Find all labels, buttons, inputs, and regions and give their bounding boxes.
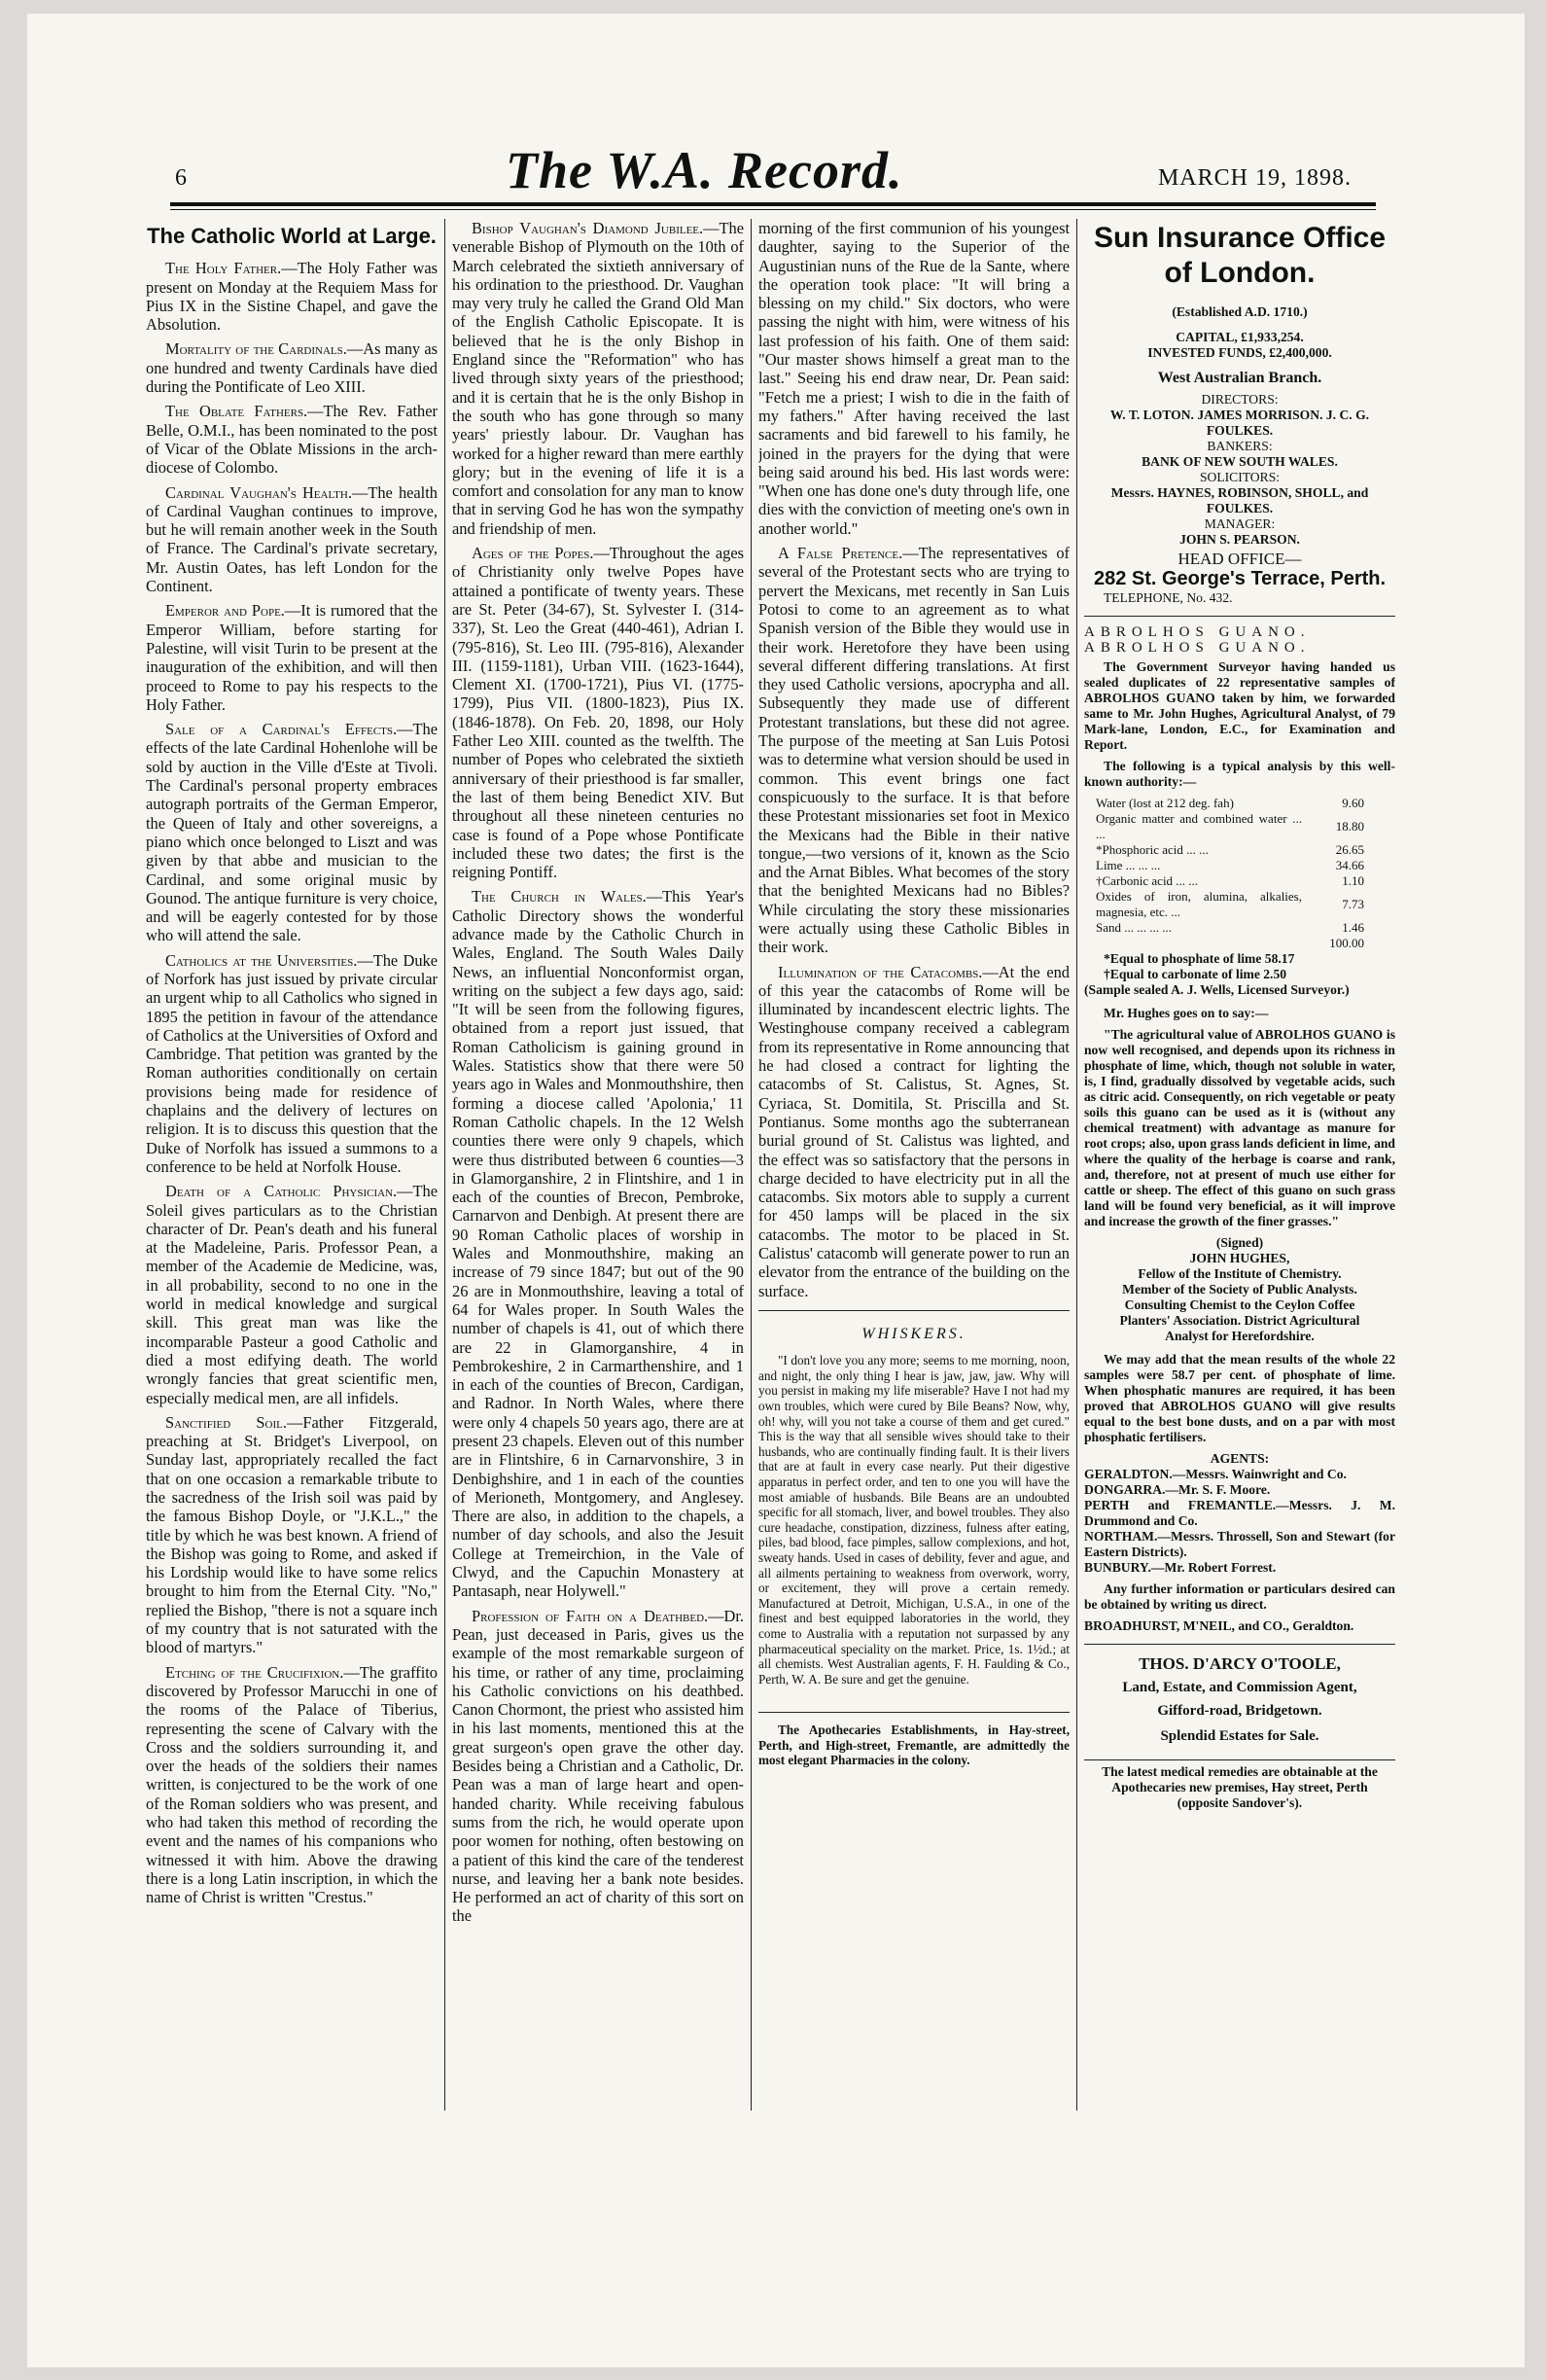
header-rule-thin xyxy=(170,209,1376,210)
article xyxy=(146,951,438,1177)
agent-entry: GERALDTON.—Messrs. Wainwright and Co. xyxy=(1084,1467,1347,1481)
otoole-line: Gifford-road, Bridgetown. xyxy=(1157,1703,1322,1719)
analysis-row xyxy=(1094,811,1366,842)
article-text: —The health of Cardinal Vaughan continues to improve, but he will remain another week in the South of France. The Cardinal's private secretary, Mr. Austin Oates, has left London for the Continent. xyxy=(146,482,438,596)
analysis-table xyxy=(1094,796,1366,951)
article-text: —This Year's Catholic Directory shows the wonderful advance made by the Catholic Church in Wales, England. The South Wales Daily News, an influential Nonconformist organ, writing on the subject a few days ago, said: "It will be seen from the following figures, obtained from a report just issued, that Roman Catholicism is gaining ground in Wales. Statistics show that there were 50 years ago in Wales and Monmouthshire, then forming a diocese called 'Apolonia,' 11 Roman Catholic chapels. In the 12 Welsh counties there were only 9 chapels, which were thus distributed between 6 counties—3 in Glamorganshire, 2 in Flintshire, and 1 in each of the counties of Brecon, Pembroke, Carnarvon and Denbigh. At present there are 90 Roman Catholic places of worship in Wales and Monmouthshire, making an increase of 79 since 1847; but out of the 90 26 are in Monmouthshire, leaving a total of 64 for Wales proper. In South Wales the number of chapels is 41, out of which there are 22 in Glamorganshire, 4 in Pembrokeshire, 2 in Carmarthenshire, and 1 in each of the counties of Brecon, Cardigan, and Radnor. In North Wales, where there were only 4 chapels 50 years ago, there are at present 23 chapels. Eleven out of this number are in Flintshire, 6 in Carnarvonshire, 3 in Denbighshire, and 1 in each of the counties of Merioneth, Montgomery, and Anglesey. There are also, in addition to the chapels, a number of day schools, and also the Jesuit College at Tremeirchion, in the Vale of Clwyd, and the Capuchin Monastery at Pantasaph, near Holywell." xyxy=(452,887,744,1601)
column-divider xyxy=(444,219,445,2111)
article-list xyxy=(758,544,1070,1300)
agent-entry: DONGARRA.—Mr. S. F. Moore. xyxy=(1084,1482,1271,1497)
established: (Established A.D. 1710.) xyxy=(1172,304,1308,319)
apothecaries-notice: The Apothecaries Establishments, in Hay-street, Perth, and High-street, Fremantle, are admittedly the most elegant Pharmacies in the colony. xyxy=(758,1723,1070,1768)
article xyxy=(146,483,438,596)
article-text: —At the end of this year the catacombs of Rome will be illuminated by incandescent electric lights. The Westinghouse company received a cablegram from its representative in Rome announcing that he had closed a contract for lighting the catacombs of St. Calistus, St. Agnes, St. Cyriaca, St. Domitila, St. Priscilla and St. Pontianus. Some months ago the subterranean burial ground of St. Calistus was lighted, and the effect was so satisfactory that the persons in charge decided to have electricity put in all the catacombs. Six motors able to supply a current for 450 lamps will be placed in the six catacombs. The motor to be placed in St. Calistus' catacomb will generate power to run an elevator from the entrance of the building on the surface. xyxy=(758,962,1070,1300)
article-heading: Profession of Faith on a Deathbed. xyxy=(472,1606,709,1625)
equal-phosphate: *Equal to phosphate of lime 58.17 xyxy=(1104,951,1295,966)
article-text: —The Rev. Father Belle, O.M.I., has been nominated to the post of Vicar of the Oblate Missions in the arch-diocese of Colombo. xyxy=(146,402,438,478)
article xyxy=(452,219,744,538)
remedies-notice: The latest medical remedies are obtainable at the Apothecaries new premises, Hay street, Perth (opposite Sandover's). xyxy=(1084,1759,1395,1811)
manager-label: MANAGER: xyxy=(1204,516,1276,531)
article xyxy=(758,963,1070,1300)
analysis-value: 1.10 xyxy=(1342,873,1364,888)
article xyxy=(146,339,438,396)
article-heading: Mortality of the Cardinals. xyxy=(165,339,347,359)
whiskers-title: WHISKERS. xyxy=(861,1325,966,1342)
guano-typical: The following is a typical analysis by this well-known authority:— xyxy=(1084,759,1395,789)
solicitors: Messrs. HAYNES, ROBINSON, SHOLL, and FOULKES. xyxy=(1110,485,1369,515)
page-header xyxy=(146,141,1371,204)
article xyxy=(146,259,438,334)
guano-advert xyxy=(1084,616,1395,1634)
column-divider xyxy=(751,219,752,2111)
analysis-row xyxy=(1094,796,1366,811)
agents-label: AGENTS: xyxy=(1210,1451,1270,1466)
manager: JOHN S. PEARSON. xyxy=(1179,532,1300,547)
whiskers-advert: "I don't love you any more; seems to me morning, noon, and night, the only thing I hear is jaw, jaw, jaw. Why will you persist in making my life miserable? Have I not had my own troubles, which were cured by Bile Beans? Now, why, oh! why, will you not take a course of them and get cured." This is the way that all sensible wives should take to their husbands, who are continually finding fault. It is their livers that are at fault in every case nearly. Put their digestive apparatus in perfect order, and ten to one you will have the most amiable of husbands. Bile Beans are an undoubted specific for all stomach, liver, and bowel troubles. They also cure headache, constipation, dizziness, fulness after eating, piles, bad blood, face pimples, sallow complexions, and hot, sweaty hands. Used in cases of debility, fever and ague, and all ailments pertaining to weakness from overwork, worry, or excitement, they will prove a certain remedy. Manufactured at Detroit, Michigan, U.S.A., in one of the finest and best equipped laboratories in the world, they come to Australia with a reputation not surpassed by any pharmaceutical speciality on the market. Price, 1s. 1½d.; at all chemists. West Australian agents, F. H. Faulding & Co., Perth, W. A. Be sure and get the genuine. xyxy=(758,1353,1070,1687)
article-heading: A False Pretence. xyxy=(778,544,903,563)
divider xyxy=(758,1712,1070,1713)
branch: West Australian Branch. xyxy=(1157,370,1322,386)
analysis-value: 7.73 xyxy=(1342,897,1364,911)
article-text: —The venerable Bishop of Plymouth on the 10th of March celebrated the sixtieth anniversary of his ordination to the priesthood. Dr. Vaughan may very truly he called the Grand Old Man of the English Catholic Episcopate. It is believed that he is the only Bishop in England since the "Reformation" who has lived through sixty years of the priesthood; and it is certain that he is the only Bishop in the south who has gone through so many years' priestly labour. Dr. Vaughan has worked for a higher reward than mere earthly glory; but in the evening of life it is a comfort and consolation for any man to know that in serving God he has won the sympathy and friendship of men. xyxy=(452,219,744,538)
capital: CAPITAL, £1,933,254. xyxy=(1176,330,1304,344)
directors-label: DIRECTORS: xyxy=(1201,392,1279,407)
head-office: HEAD OFFICE— xyxy=(1177,550,1302,568)
otoole-advert xyxy=(1084,1644,1395,1750)
analysis-value: 100.00 xyxy=(1329,936,1364,950)
equal-carbonate: †Equal to carbonate of lime 2.50 xyxy=(1104,967,1287,981)
article-heading: The Oblate Fathers. xyxy=(165,402,308,421)
analysis-item: †Carbonic acid ... ... xyxy=(1096,873,1199,888)
article xyxy=(452,1607,744,1926)
column-3 xyxy=(758,219,1070,2111)
article xyxy=(146,1182,438,1407)
article-text: —It is rumored that the Emperor William, before starting for Palestine, will visit Turin to be present at the inauguration of the exhibition, and will then proceed to Rome to pay his respects to the Holy Father. xyxy=(146,601,438,714)
article-text: —Dr. Pean, just deceased in Paris, gives us the example of the most remarkable surgeon of his time, or rather of any time, proclaiming his Catholic convictions on his deathbed. Canon Chormont, the priest who assisted him in his last moments, mentioned this at the great surgeon's open grave the other day. Besides being a Christian and a Catholic, Dr. Pean was a man of large heart and open-handed charity. While receiving fabulous sums from the rich, he would operate upon poor women for nothing, often bestowing on a patient of this kind the care of the tenderest nurse, and leaving her a bank note besides. He performed an act of charity of this sort on the xyxy=(452,1606,744,1926)
signed: (Signed) xyxy=(1215,1235,1264,1250)
analysis-row xyxy=(1094,920,1366,936)
analysis-item: *Phosphoric acid ... ... xyxy=(1096,842,1209,857)
section-title: The Catholic World at Large. xyxy=(147,224,437,248)
agents-list xyxy=(1084,1467,1395,1576)
agent-entry: NORTHAM.—Messrs. Throssell, Son and Stewart (for Eastern Districts). xyxy=(1084,1529,1395,1559)
guano-heading: ABROLHOS GUANO. xyxy=(1084,624,1311,640)
article-text: —Father Fitzgerald, preaching at St. Bridget's Liverpool, on Sunday last, appropriately recalled the fact that on one occasion a remarkable tribute to the sacredness of the Irish soil was paid by the famous Bishop Doyle, or "J.K.L.," the title by which he was best known. A friend of the Bishop was going to Rome, and asked if his Lordship would like to have some relics brought to him from the Eternal City. "No," replied the Bishop, "there is not a square inch of my country that is not saturated with the blood of martyrs." xyxy=(146,1412,438,1657)
article xyxy=(452,544,744,881)
hughes-name: JOHN HUGHES, xyxy=(1189,1251,1290,1265)
article-heading: Sale of a Cardinal's Effects. xyxy=(165,720,398,739)
article-list xyxy=(146,259,438,1906)
article xyxy=(146,1413,438,1657)
sun-insurance-title: Sun Insurance Office of London. xyxy=(1093,222,1387,289)
column-divider xyxy=(1076,219,1077,2111)
article-heading: Etching of the Crucifixion. xyxy=(165,1662,344,1682)
article xyxy=(452,887,744,1600)
article-heading: Ages of the Popes. xyxy=(472,544,594,563)
article-heading: Bishop Vaughan's Diamond Jubilee. xyxy=(472,219,704,237)
masthead: The W.A. Record. xyxy=(506,141,903,199)
analysis-item: Organic matter and combined water ... ... xyxy=(1096,811,1302,841)
mean-results: We may add that the mean results of the whole 22 samples were 58.7 per cent. of phosphate of lime. When phosphatic manures are required, it has been proved that ABROLHOS GUANO will give results equal to the best bone dusts, and on a par with most phosphatic fertilisers. xyxy=(1084,1352,1395,1444)
solicitors-label: SOLICITORS: xyxy=(1199,470,1281,484)
analysis-item: Water (lost at 212 deg. fah) xyxy=(1096,796,1234,810)
page-number: 6 xyxy=(175,165,187,191)
analysis-value: 26.65 xyxy=(1335,842,1364,857)
guano-intro: The Government Surveyor having handed us sealed duplicates of 22 representative samples of ABROLHOS GUANO taken by him, we forwarded same to Mr. John Hughes, Agricultural Analyst, of 79 Mark-lane, London, E.C., for Examination and Report. xyxy=(1084,659,1395,752)
article xyxy=(146,601,438,714)
article-heading: Death of a Catholic Physician. xyxy=(165,1182,398,1201)
article-text: —As many as one hundred and twenty Cardinals have died during the Pontificate of Leo XIII. xyxy=(146,339,438,397)
analysis-row xyxy=(1094,889,1366,920)
article xyxy=(146,402,438,477)
article-heading: Sanctified Soil. xyxy=(165,1412,287,1432)
column-2 xyxy=(452,219,744,2111)
divider xyxy=(758,1310,1070,1311)
otoole-name: THOS. D'ARCY O'TOOLE, xyxy=(1139,1654,1341,1673)
article-list xyxy=(452,219,744,1926)
analysis-value: 18.80 xyxy=(1335,819,1364,834)
agent-entry: PERTH and FREMANTLE.—Messrs. J. M. Drummond and Co. xyxy=(1084,1498,1395,1528)
hughes-quote: "The agricultural value of ABROLHOS GUANO is now well recognised, and depends upon its richness in phosphate of lime, which, though not soluble in water, is, I find, gradually dissolved by vegetable acids, such as citric acid. Consequently, on rich vegetable or peaty soils this guano can be used as it is (without any chemical treatment) with advantage as manure for root crops; also, upon grass lands deficient in lime, and where the quality of the herbage is coarse and rank, and, therefore, not at present of much use either for cattle or sheep. The effect of this guano on such grass land will be found very beneficial, as it will improve and increase the growth of the finer grasses." xyxy=(1084,1027,1395,1228)
article-heading: The Holy Father. xyxy=(165,259,282,278)
article-continuation: morning of the first communion of his youngest daughter, saying to the Superior of the Augustinian nuns of the Rue de la Sante, where the operation took place: "It will bring a blessing on my child." Six doctors, who were passing the night with him, were witness of his last profession of his faith. One of them said: "Our master shows himself a great man to the last." Seeing his end draw near, Dr. Pean said: "Fetch me a priest; I wish to die in the faith of my fathers." After having received the last sacraments and bid farewell to his family, he joined in the prayers for the dying that were being said around his bed. His last words were: "When one has done one's duty through life, one dies with the conviction of meeting one's own in another world." xyxy=(758,219,1070,538)
article xyxy=(146,720,438,945)
article-text: —The graffito discovered by Professor Marucchi in one of the rooms of the Palace of Tiberius, representing the scene of Calvary with the Cross and the soldiers surrounding it, and over the heads of the soldiers their names written, is conjectured to be the work of one of the Roman soldiers who was present, and who had taken this method of recording the event and the names of his companions who witnessed it with him. Above the drawing there is a long Latin inscription, in which the name of Christ is written "Crestus." xyxy=(146,1662,438,1907)
issue-date: MARCH 19, 1898. xyxy=(1157,165,1352,191)
article-text: —The Soleil gives particulars as to the Christian character of Dr. Pean's death and his funeral at the Madeleine, Paris. Professor Pean, a member of the Academie de Medicine, was, in all probability, second to no one in the world in medical knowledge and surgical skill. This great man was like the incomparable Pasteur a good Catholic and died a most edifying death. The world wrongly fancies that great scientific men, especially medical men, are all infidels. xyxy=(146,1182,438,1407)
analysis-value: 1.46 xyxy=(1342,920,1364,935)
analysis-row xyxy=(1094,842,1366,858)
agent-entry: BUNBURY.—Mr. Robert Forrest. xyxy=(1084,1560,1277,1575)
article-text: —The Duke of Norfork has just issued by private circular an urgent whip to all Catholics who signed in 1895 the petition in favour of the attendance of Catholics at the Universities of Oxford and Cambridge. That petition was granted by the Roman authorities conditionally on certain provisions being made for residence of chaplains and the delivery of lectures on religion. It is to discuss this question that the Duke of Norfolk has issued a summons to a conference to be held at Norfolk House. xyxy=(146,950,438,1176)
directors: W. T. LOTON. JAMES MORRISON. J. C. G. FOULKES. xyxy=(1109,408,1370,438)
analysis-row xyxy=(1094,936,1366,951)
analysis-item: Lime ... ... ... xyxy=(1096,858,1161,872)
telephone: TELEPHONE, No. 432. xyxy=(1104,590,1233,605)
sample-note: (Sample sealed A. J. Wells, Licensed Surveyor.) xyxy=(1084,982,1350,997)
invested-funds: INVESTED FUNDS, £2,400,000. xyxy=(1147,345,1332,360)
analysis-item: Sand ... ... ... ... xyxy=(1096,920,1172,935)
article-text: —The effects of the late Cardinal Hohenlohe will be sold by auction in the Ville d'Este at Tivoli. The Cardinal's personal property embraces autograph portraits of the German Emperor, the Queen of Italy and other sovereigns, a piano which once belonged to Liszt and was given by that abbe and musician to the Cardinal, and some original music by Gounod. The antique furniture is very choice, and will be eagerly contested for by those who will attend the sale. xyxy=(146,720,438,945)
article-text: —The representatives of several of the Protestant sects who are trying to pervert the Mexicans, met recently in San Luis Potosi to come to an agreement as to what Spanish version of the Bible they would use in their work. Heretofore they have been using several different differing translations. At first they used Catholic versions, apocrypha and all. Subsequently they made use of different Protestant translations, but these did not agree. The purpose of the meeting at San Luis Potosi was to determine what version should be used in common. This event brings one fact conspicuously to the surface. It is that before these Protestant missionaries set foot in Mexico the Mexicans had the Bible in their native tongue,—two versions of it, known as the Scio and the Arnat Bibles. What becomes of the story that the benighted Mexicans had no Bibles? While circulating the story these missionaries were actually using these Catholic Bibles in their work. xyxy=(758,544,1070,957)
guano-heading: ABROLHOS GUANO. xyxy=(1084,640,1311,656)
article-heading: Illumination of the Catacombs. xyxy=(778,962,983,981)
analysis-value: 9.60 xyxy=(1342,796,1364,810)
analysis-item: Oxides of iron, alumina, alkalies, magnesia, etc. ... xyxy=(1096,889,1302,919)
analysis-row xyxy=(1094,873,1366,889)
column-4-adverts xyxy=(1084,219,1395,2111)
article xyxy=(758,544,1070,957)
article-heading: Cardinal Vaughan's Health. xyxy=(165,482,352,502)
article-text: —Throughout the ages of Christianity only twelve Popes have attained a pontificate of twenty years. These are St. Peter (34-67), St. Sylvester I. (314-337), St. Leo the Great (440-461), Adrian I. (795-816), St. Leo III. (795-816), Alexander III. (1159-1181), Urban VIII. (1623-1644), Clement XI. (1700-1721), Pius VI. (1775-1799), Pius VII. (1800-1823), Pius IX. (1846-1878). On Feb. 20, 1898, our Holy Father Leo XIII. counted as the twelfth. The number of Popes who celebrated the sixtieth anniversary of their priesthood is far smaller, the last of them being Benedict XIV. But throughout all these nineteen centuries no case is found of a Pope whose Pontificate included these two dates; the first is the reigning Pontiff. xyxy=(452,544,744,882)
column-1 xyxy=(146,219,438,2111)
header-rule xyxy=(170,202,1376,206)
bankers-label: BANKERS: xyxy=(1207,439,1273,453)
article-heading: Emperor and Pope. xyxy=(165,601,285,621)
hughes-credentials: Fellow of the Institute of Chemistry. Member of the Society of Public Analysts. Consulting Chemist to the Ceylon Coffee Planters' Association. District Agricultural Analyst for Herefordshire. xyxy=(1119,1266,1360,1343)
otoole-line: Land, Estate, and Commission Agent, xyxy=(1122,1680,1357,1695)
article-heading: Catholics at the Universities. xyxy=(165,950,358,970)
article-text: —The Holy Father was present on Monday at the Requiem Mass for Pius IX in the Sistine Chapel, and gave the Absolution. xyxy=(146,259,438,335)
analysis-item xyxy=(1094,936,1304,951)
further-info: Any further information or particulars desired can be obtained by writing us direct. xyxy=(1084,1581,1395,1612)
analysis-value: 34.66 xyxy=(1335,858,1364,872)
analysis-row xyxy=(1094,858,1366,873)
hughes-intro: Mr. Hughes goes on to say:— xyxy=(1104,1006,1269,1020)
broadhurst: BROADHURST, M'NEIL, and CO., Geraldton. xyxy=(1084,1618,1354,1633)
bankers: BANK OF NEW SOUTH WALES. xyxy=(1142,454,1338,469)
address: 282 St. George's Terrace, Perth. xyxy=(1093,568,1387,589)
article-heading: The Church in Wales. xyxy=(472,887,647,906)
otoole-line: Splendid Estates for Sale. xyxy=(1160,1728,1319,1744)
article xyxy=(146,1663,438,1907)
